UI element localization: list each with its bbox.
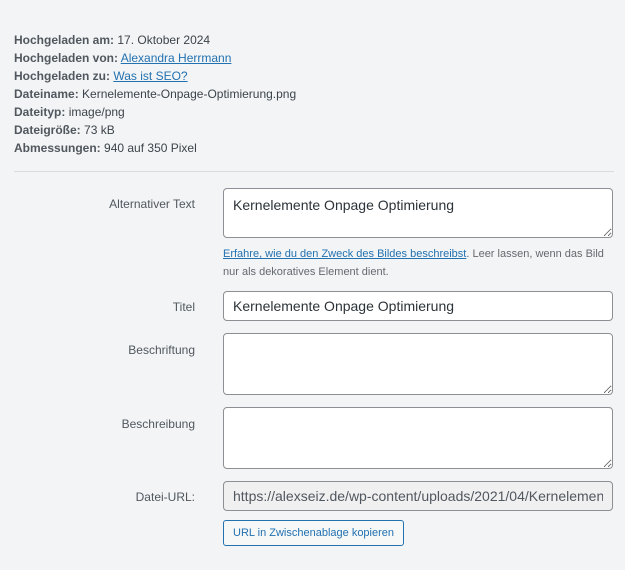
alt-text-help xyxy=(223,245,608,281)
meta-value: image/png xyxy=(68,105,125,119)
copy-url-button[interactable]: URL in Zwischenablage kopieren xyxy=(223,520,404,546)
description-label: Beschreibung xyxy=(121,417,195,431)
author-link[interactable]: Alexandra Herrmann xyxy=(120,51,232,65)
meta-label: Dateigröße: xyxy=(14,123,81,137)
meta-label: Hochgeladen von: xyxy=(14,51,119,65)
alt-text-input[interactable] xyxy=(223,188,613,238)
meta-value: 17. Oktober 2024 xyxy=(117,33,211,47)
description-input[interactable] xyxy=(223,407,613,469)
parent-post-link[interactable]: Was ist SEO? xyxy=(113,69,188,83)
meta-value: 73 kB xyxy=(84,123,115,137)
alt-text-label: Alternativer Text xyxy=(109,197,195,211)
caption-input[interactable] xyxy=(223,333,613,395)
attachment-meta xyxy=(14,31,296,157)
alt-text-help-link[interactable]: Erfahre, wie du den Zweck des Bildes beschreibst xyxy=(223,248,467,260)
meta-filesize xyxy=(14,121,296,139)
meta-label: Abmessungen: xyxy=(14,141,101,155)
file-url-input[interactable] xyxy=(223,481,613,511)
meta-label: Dateityp: xyxy=(14,105,66,119)
meta-filename xyxy=(14,85,296,103)
meta-value: 940 auf 350 Pixel xyxy=(104,141,197,155)
meta-label: Hochgeladen zu: xyxy=(14,69,111,83)
title-label: Titel xyxy=(172,300,195,314)
meta-uploaded-on xyxy=(14,31,296,49)
caption-label: Beschriftung xyxy=(128,343,195,357)
file-url-label: Datei-URL: xyxy=(135,490,195,504)
alt-text-help-text: . Leer lassen, wenn das Bild nur als dekoratives Element dient. xyxy=(223,248,604,278)
meta-value: Kernelemente-Onpage-Optimierung.png xyxy=(82,87,297,101)
meta-label: Dateiname: xyxy=(14,87,79,101)
meta-uploaded-by xyxy=(14,49,296,67)
meta-label: Hochgeladen am: xyxy=(14,33,115,47)
meta-uploaded-to xyxy=(14,67,296,85)
meta-dimensions xyxy=(14,139,296,157)
divider xyxy=(14,171,614,172)
title-input[interactable] xyxy=(223,291,613,321)
meta-filetype xyxy=(14,103,296,121)
